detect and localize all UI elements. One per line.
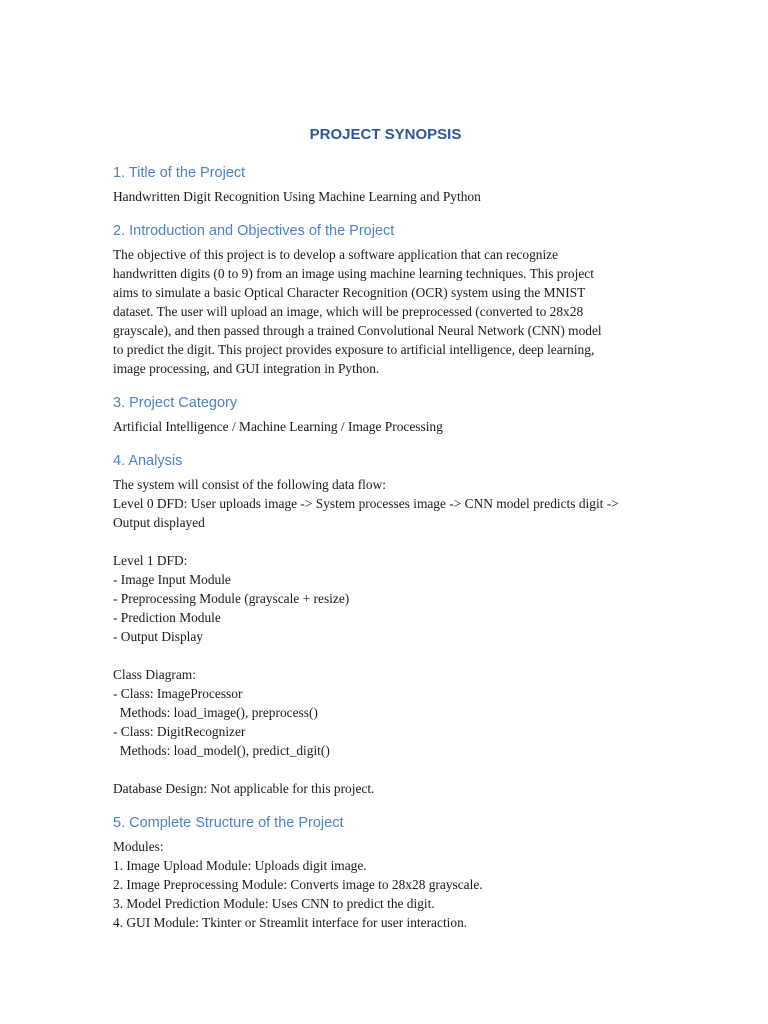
text-line: Level 1 DFD:: [113, 553, 188, 568]
blank-line: [113, 646, 658, 665]
section-5: [113, 813, 658, 932]
document-content: [113, 125, 658, 947]
text-line: Output displayed: [113, 515, 205, 530]
section-heading: 1. Title of the Project: [113, 165, 246, 181]
text-line: Class Diagram:: [113, 667, 196, 682]
text-line: - Image Input Module: [113, 572, 231, 587]
section-body: [113, 187, 658, 206]
text-line: aims to simulate a basic Optical Character Recognition (OCR) system using the MNIST: [113, 285, 586, 300]
section-4: [113, 451, 658, 798]
section-body: [113, 417, 658, 436]
text-line: 4. GUI Module: Tkinter or Streamlit interface for user interaction.: [113, 915, 468, 930]
text-line: - Class: ImageProcessor: [113, 686, 243, 701]
section-body: [113, 837, 658, 932]
text-line: handwritten digits (0 to 9) from an image using machine learning techniques. This project: [113, 266, 594, 281]
text-line: image processing, and GUI integration in Python.: [113, 361, 380, 376]
section-heading: 3. Project Category: [113, 395, 238, 411]
section-body: [113, 475, 658, 798]
text-line: Level 0 DFD: User uploads image -> System processes image -> CNN model predicts digit ->: [113, 496, 619, 511]
text-line: Handwritten Digit Recognition Using Machine Learning and Python: [113, 189, 481, 204]
page-title: PROJECT SYNOPSIS: [309, 126, 462, 143]
text-line: Database Design: Not applicable for this project.: [113, 781, 375, 796]
section-heading: 4. Analysis: [113, 453, 183, 469]
blank-line: [113, 760, 658, 779]
section-2: [113, 221, 658, 378]
section-heading: 5. Complete Structure of the Project: [113, 815, 344, 831]
text-line: - Class: DigitRecognizer: [113, 724, 246, 739]
text-line: 2. Image Preprocessing Module: Converts image to 28x28 grayscale.: [113, 877, 483, 892]
text-line: - Prediction Module: [113, 610, 221, 625]
text-line: - Preprocessing Module (grayscale + resize): [113, 591, 350, 606]
text-line: dataset. The user will upload an image, which will be preprocessed (converted to 28x28: [113, 304, 584, 319]
text-line: 1. Image Upload Module: Uploads digit image.: [113, 858, 367, 873]
text-line: Modules:: [113, 839, 164, 854]
text-line: Methods: load_model(), predict_digit(): [113, 743, 330, 758]
text-line: The objective of this project is to develop a software application that can recognize: [113, 247, 559, 262]
text-line: to predict the digit. This project provides exposure to artificial intelligence, deep learning,: [113, 342, 595, 357]
text-line: The system will consist of the following data flow:: [113, 477, 386, 492]
text-line: 3. Model Prediction Module: Uses CNN to predict the digit.: [113, 896, 435, 911]
sections-container: [113, 163, 658, 932]
section-body: [113, 245, 658, 378]
section-3: [113, 393, 658, 436]
blank-line: [113, 532, 658, 551]
text-line: - Output Display: [113, 629, 204, 644]
section-heading: 2. Introduction and Objectives of the Project: [113, 223, 395, 239]
text-line: Artificial Intelligence / Machine Learning / Image Processing: [113, 419, 443, 434]
text-line: Methods: load_image(), preprocess(): [113, 705, 318, 720]
section-1: [113, 163, 658, 206]
text-line: grayscale), and then passed through a trained Convolutional Neural Network (CNN) model: [113, 323, 602, 338]
